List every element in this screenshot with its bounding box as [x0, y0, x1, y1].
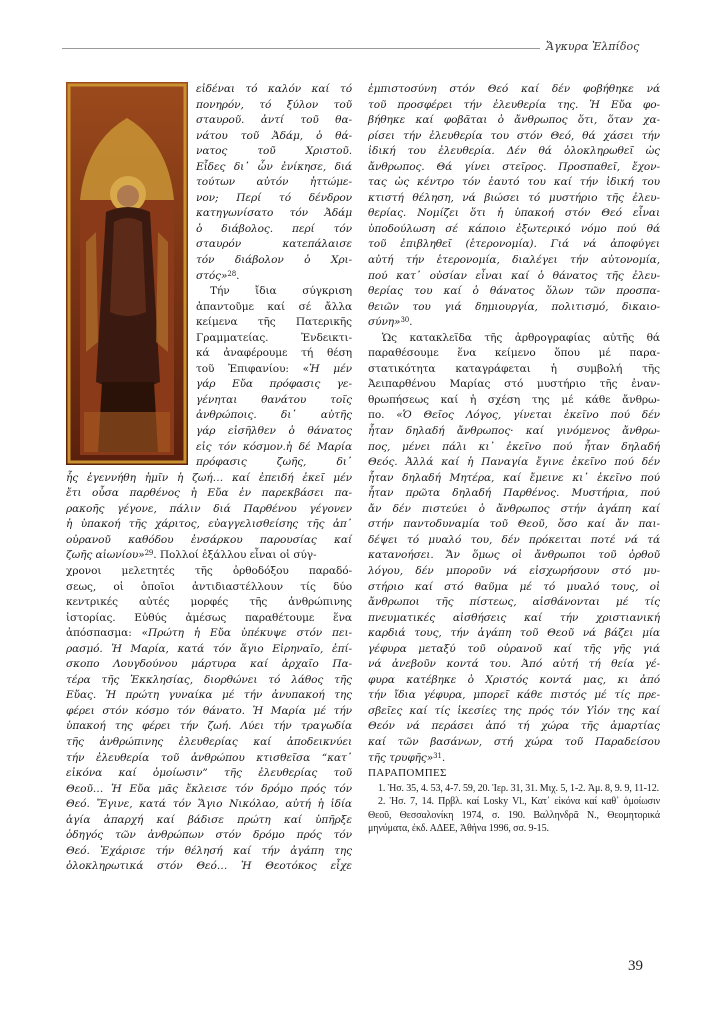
text-line: στός»$^{28}$. [196, 269, 240, 282]
text-line: πνευματικές αἰσθήσεις καί τήν χριστιανική [368, 611, 660, 624]
text-line: αὐτή τήν ἑτερονομία, διαλέγει τήν αὐτονομία, [368, 254, 660, 267]
text-line: κείμενα τῆς Πατερικῆς [196, 316, 352, 329]
notes-title: ΠΑΡΑΠΟΜΠΕΣ [368, 767, 447, 780]
text-line: Θεοῦ… Ἡ Εὔα μᾶς ἔκλεισε τόν δρόμο πρός τόν [66, 782, 352, 795]
text-line: τοῦ προσφέρει τήν ἐλευθερία της. Ἡ Εὔα φο- [368, 98, 660, 111]
text-line: ἔτι οὖσα παρθένος ἡ Εὔα ἐν παρεκβάσει πα- [66, 487, 352, 500]
text-line: εἰς τόν κόσμον.ἡ δέ Μαρία πρόφασις ζωῆς, δι᾿ [196, 440, 352, 469]
text-line: ἄνθρωποι τῆς πίστεως, αἰσθάνονται μέ τίς [368, 596, 660, 609]
text-line: κατηγωνίσατο τόν Ἀδάμ [196, 207, 352, 220]
text-line: οὐρανοῦ καθόδου ἐνσάρκου παρουσίας καί [66, 533, 352, 546]
text-line: ἁγία ἀπαρχή καί βάδισε πρώτη καί ὑπῆρξε [66, 813, 352, 826]
text-line: Γραμματείας. Ἐνδεικτι- [196, 331, 352, 344]
footnote: 2. Ἡσ. 7, 14. Πρβλ. καί Losky Vl., Κατ᾿ εἰκόνα καί καθ᾿ ὁμοίωσιν Θεοῦ, Θεσσαλονίκη 1974, σ. 190. Βαλληνδρᾶ Ν., Θεομητορικά μηνύματα, ἐκδ. ΑΔΕΕ, Ἀθήνα 1996, σσ. 9-15. [368, 796, 660, 835]
text-line: ἦταν δηλαδή ἄνθρωπος· καί γινόμενος ἄνθρω- [368, 425, 660, 438]
text-line: παραθέσουμε ἕνα κείμενο ὅπου μέ παρα- [368, 347, 660, 360]
text-line: ὑπακοή της φέρει τήν ζωή. Λύει τήν τραγωδία [66, 720, 352, 733]
text-line: ὑποδούλωση σέ κάποιο ἐξωτερικό νόμο πού θά [368, 222, 660, 235]
text-line: φέρει στόν κόσμο τόν θάνατο. Ἡ Μαρία μέ τήν [66, 704, 352, 717]
text-line: στήν παντοδυναμία τοῦ Θεοῦ, ὅσο καί ἄν παι- [368, 518, 660, 531]
text-line: ἀνθρώποις. δι᾿ αὐτῆς [196, 409, 352, 422]
footnote: 1. Ἡσ. 35, 4. 53, 4-7. 59, 20. Ἱερ. 31, 31. Μιχ. 5, 1-2. Ἀμ. 8, 9. 9, 11-12. [378, 782, 659, 794]
text-line: Θεό. Ἔγινε, κατά τόν Ἅγιο Νικόλαο, αὐτή ἡ ἰδία [66, 798, 352, 811]
text-line: Θεός. Ἀλλά καί ἡ Παναγία ἔγινε ἐκεῖνο πού δέν [368, 456, 660, 469]
text-line: χρονοι μελετητές τῆς ὀρθοδόξου παραδό- [66, 564, 352, 577]
text-line: θειῶν του γιά δημιουργία, πολιτισμό, δικαιο- [368, 300, 660, 313]
text-line: ὁλοκληρωτικά στόν Θεό… Ἡ Θεοτόκος εἶχε [66, 860, 352, 873]
text-line: ἐμπιστοσύνη στόν Θεό καί δέν φοβήθηκε νά [368, 83, 660, 95]
text-line: σταυρόν κατεπάλαισε [196, 238, 352, 251]
text-line: σβεῖες καί τίς ἱκεσίες της πρός τόν Υἱόν της καί [368, 704, 660, 717]
running-title: Ἄγκυρα Ἐλπίδος [546, 40, 640, 53]
text-line: τούτων αὐτόν ἡττώμε- [196, 176, 352, 189]
text-line: γάρ Εὔα πρόφασις γε- [196, 378, 352, 391]
text-line: τοῦ ἐπιβληθεῖ (ἑτερονομία). Γιά νά ἀποφύγει [368, 238, 660, 251]
right-text [368, 82, 660, 766]
text-line: σταυροῦ. ἀντί τοῦ θα- [196, 114, 352, 127]
text-line: Θεό. Ἐχάρισε τήν θέλησή καί τήν ἀγάπη της [66, 844, 352, 857]
page-number: 39 [628, 958, 643, 974]
text-line: πού κατ᾿ οὐσίαν εἶναι καί ὁ θάνατος τῆς ἐλευ- [368, 269, 660, 282]
text-line: καί τῶν βασάνων, στή χώρα τοῦ Παραδείσου [368, 735, 660, 748]
text-line: πος, μένει πάλι κι᾿ ἐκεῖνο πού ἦταν δηλαδή [368, 440, 660, 453]
text-line: θερίας. Νομίζει ὅτι ἡ ὑπακοή στόν Θεό εἶναι [368, 207, 660, 220]
text-line: σκοπο Λουγδούνου μάρτυρα καί ἀρχαῖο Πα- [66, 658, 352, 671]
text-line: φυρα κατέβηκε ὁ Χριστός κοντά μας, κι ἀπό [368, 673, 660, 686]
text-line: θρωπήσεως καί ἡ σχέση της μέ κάθε ἄνθρω- [368, 393, 660, 406]
text-line: ἧς ἐγεννήθη ἡμῖν ἡ ζωή… καί ἐπειδή ἐκεῖ μέν [66, 471, 352, 484]
text-line: γένηται θανάτου τοῖς [196, 393, 352, 406]
text-line: στήριο καί στό θαῦμα μέ τό μυαλό τους, οἱ [368, 580, 660, 593]
text-line: καρδιά τους, τήν ἀγάπη τοῦ Θεοῦ νά βάζει μία [368, 627, 660, 640]
text-line: ρακοῆς γέγονε, πάλιν διά Παρθένου γέγονεν [66, 502, 352, 515]
text-line: τῆς ἀνθρώπινης ἐλευθερίας καί ἀποδεικνύει [66, 735, 352, 748]
text-line: σύνη»$^{30}$. [368, 316, 413, 329]
text-line: τοῦ Ἐπιφανίου: «Ἡ μέν [196, 362, 352, 375]
text-line: γέφυρα μεταξύ τοῦ οὐρανοῦ καί τῆς γῆς γιά [368, 642, 660, 655]
text-line: ἀπαντοῦμε καί σέ ἄλλα [196, 300, 352, 313]
header-rule [62, 48, 540, 49]
text-line: σεως, οἱ ὁποῖοι ἀντιδιαστέλλουν τίς δύο [66, 580, 352, 593]
text-line: δέψει τό μυαλό του, δέν πρόκειται ποτέ νά τά [368, 533, 660, 546]
text-line: Εὔας. Ἡ πρώτη γυναίκα μέ τήν ἀνυπακοή της [66, 689, 352, 702]
text-line: ὁδηγός τῶν ἀνθρώπων στόν δρόμο πρός τόν [66, 829, 352, 842]
text-line: γάρ εἰσῆλθεν ὁ θάνατος [196, 425, 352, 438]
text-line: ρασμό. Ἡ Μαρία, κατά τόν ἅγιο Εἰρηναῖο, ἐπί- [66, 642, 352, 655]
text-line: ἄνθρωπος. Θά γίνει στεῖρος. Προσπαθεῖ, ἔχον- [368, 160, 660, 173]
text-line: ἱστορίας. Εὐθύς ἀμέσως παραθέτουμε ἕνα [66, 611, 352, 624]
text-line: νον; Περί τό δένδρον [196, 191, 352, 204]
text-line: κεντρικές αὐτές μορφές τῆς ἀνθρώπινης [66, 596, 352, 609]
text-line: τόν διάβολον ὁ Χρι- [196, 254, 352, 267]
text-line: πο. «Ὁ Θεῖος Λόγος, γίνεται ἐκεῖνο πού δέν [368, 409, 660, 422]
text-line: ἄν δέν πιστεύει ὁ ἄνθρωπος στήν ἀγάπη καί [368, 502, 660, 515]
text-line: εἰκόνα καί ὁμοίωσιν” τῆς ἐλευθερίας τοῦ [66, 767, 352, 780]
text-line: στατικότητα καταγράφεται ἡ συμβολή τῆς [368, 362, 660, 375]
text-line: ἰδική του ἐλευθερία. Δέν θά ὁλοκληρωθεῖ ὡς [368, 145, 660, 158]
text-line: ἡ ὑπακοή τῆς χάριτος, εὐαγγελισθείσης τῆς ἀπ᾿ [66, 518, 352, 531]
text-line: Τήν ἴδια σύγκριση [210, 285, 352, 298]
text-line: κτιστή θέληση, νά βιώσει τό μυστήριο τῆς ἐλευ- [368, 191, 660, 204]
left-column [66, 82, 352, 875]
notes-list [368, 782, 660, 836]
right-column [368, 82, 660, 836]
text-line: νατος τοῦ Χριστοῦ. [196, 145, 352, 158]
text-line: κά ἀναφέρουμε τή θέση [196, 347, 352, 360]
text-line: ἀπόσπασμα: «Πρώτη ἡ Εὔα ὑπέκυψε στόν πει- [66, 627, 352, 640]
text-line: τήν ἐλευθερία τοῦ ἀνθρώπου κτισθεῖσα “κατ᾿ [66, 751, 352, 764]
text-line: ρίσει τήν ἐλευθερία του στόν Θεό, θά χάσει τήν [368, 129, 660, 142]
text-line: νά ἀνεβοῦν κοντά του. Ἀπό αὐτή τή θεία γέ- [368, 658, 660, 671]
text-line: ὁ διάβολος. περί τόν [196, 222, 352, 235]
text-line: τας ὡς κέντρο τόν ἑαυτό του καί τήν ἰδική του [368, 176, 660, 189]
text-line: λόγου, δέν μποροῦν νά εἰσχωρήσουν στό μυ- [368, 564, 660, 577]
text-line: Ἀειπαρθένου Μαρίας στό μυστήριο τῆς ἐναν- [368, 378, 660, 391]
text-line: νάτου τοῦ Ἀδάμ, ὁ θά- [196, 129, 352, 142]
text-line: ἦταν δηλαδή Μητέρα, καί ἔμεινε κι᾿ ἐκεῖνο πού [368, 471, 660, 484]
text-line: τέρα τῆς Ἐκκλησίας, διορθώνει τό λάθος τῆς [66, 673, 352, 686]
text-line: Θεόν νά περάσει ἀπό τή χώρα τῆς ἁμαρτίας [368, 720, 660, 733]
text-line: ἦταν πρῶτα δηλαδή Παρθένος. Μυστήρια, πού [368, 487, 660, 500]
text-line: Εἶδες δι᾿ ὧν ἐνίκησε, διά [196, 160, 352, 173]
text-line: θερίας του καί ὁ θάνατος ὅλων τῶν προσπα- [368, 285, 660, 298]
text-line: ζωῆς αἰωνίου»$^{29}$. Πολλοί ἐξάλλου εἶναι οἱ σύγ- [66, 549, 317, 562]
text-line: πονηρόν, τό ξύλον τοῦ [196, 98, 352, 111]
icon-painting [66, 82, 188, 465]
text-line: τῆς τρυφῆς»$^{31}$. [368, 751, 446, 764]
text-line: κατανοήσει. Ἄν ὅμως οἱ ἄνθρωποι τοῦ ὀρθοῦ [368, 549, 660, 562]
text-line: εἰδέναι τό καλόν καί τό [196, 83, 352, 95]
icon-painting-svg [66, 82, 188, 465]
text-line: βήθηκε καί φοβᾶται ὁ ἄνθρωπος ὅτι, ὅταν χα- [368, 114, 660, 127]
text-line: τήν ἴδια γέφυρα, μπορεῖ κάθε πιστός μέ τίς πρε- [368, 689, 660, 702]
text-line: Ὡς κατακλεῖδα τῆς ἀρθρογραφίας αὐτῆς θά [382, 331, 660, 344]
